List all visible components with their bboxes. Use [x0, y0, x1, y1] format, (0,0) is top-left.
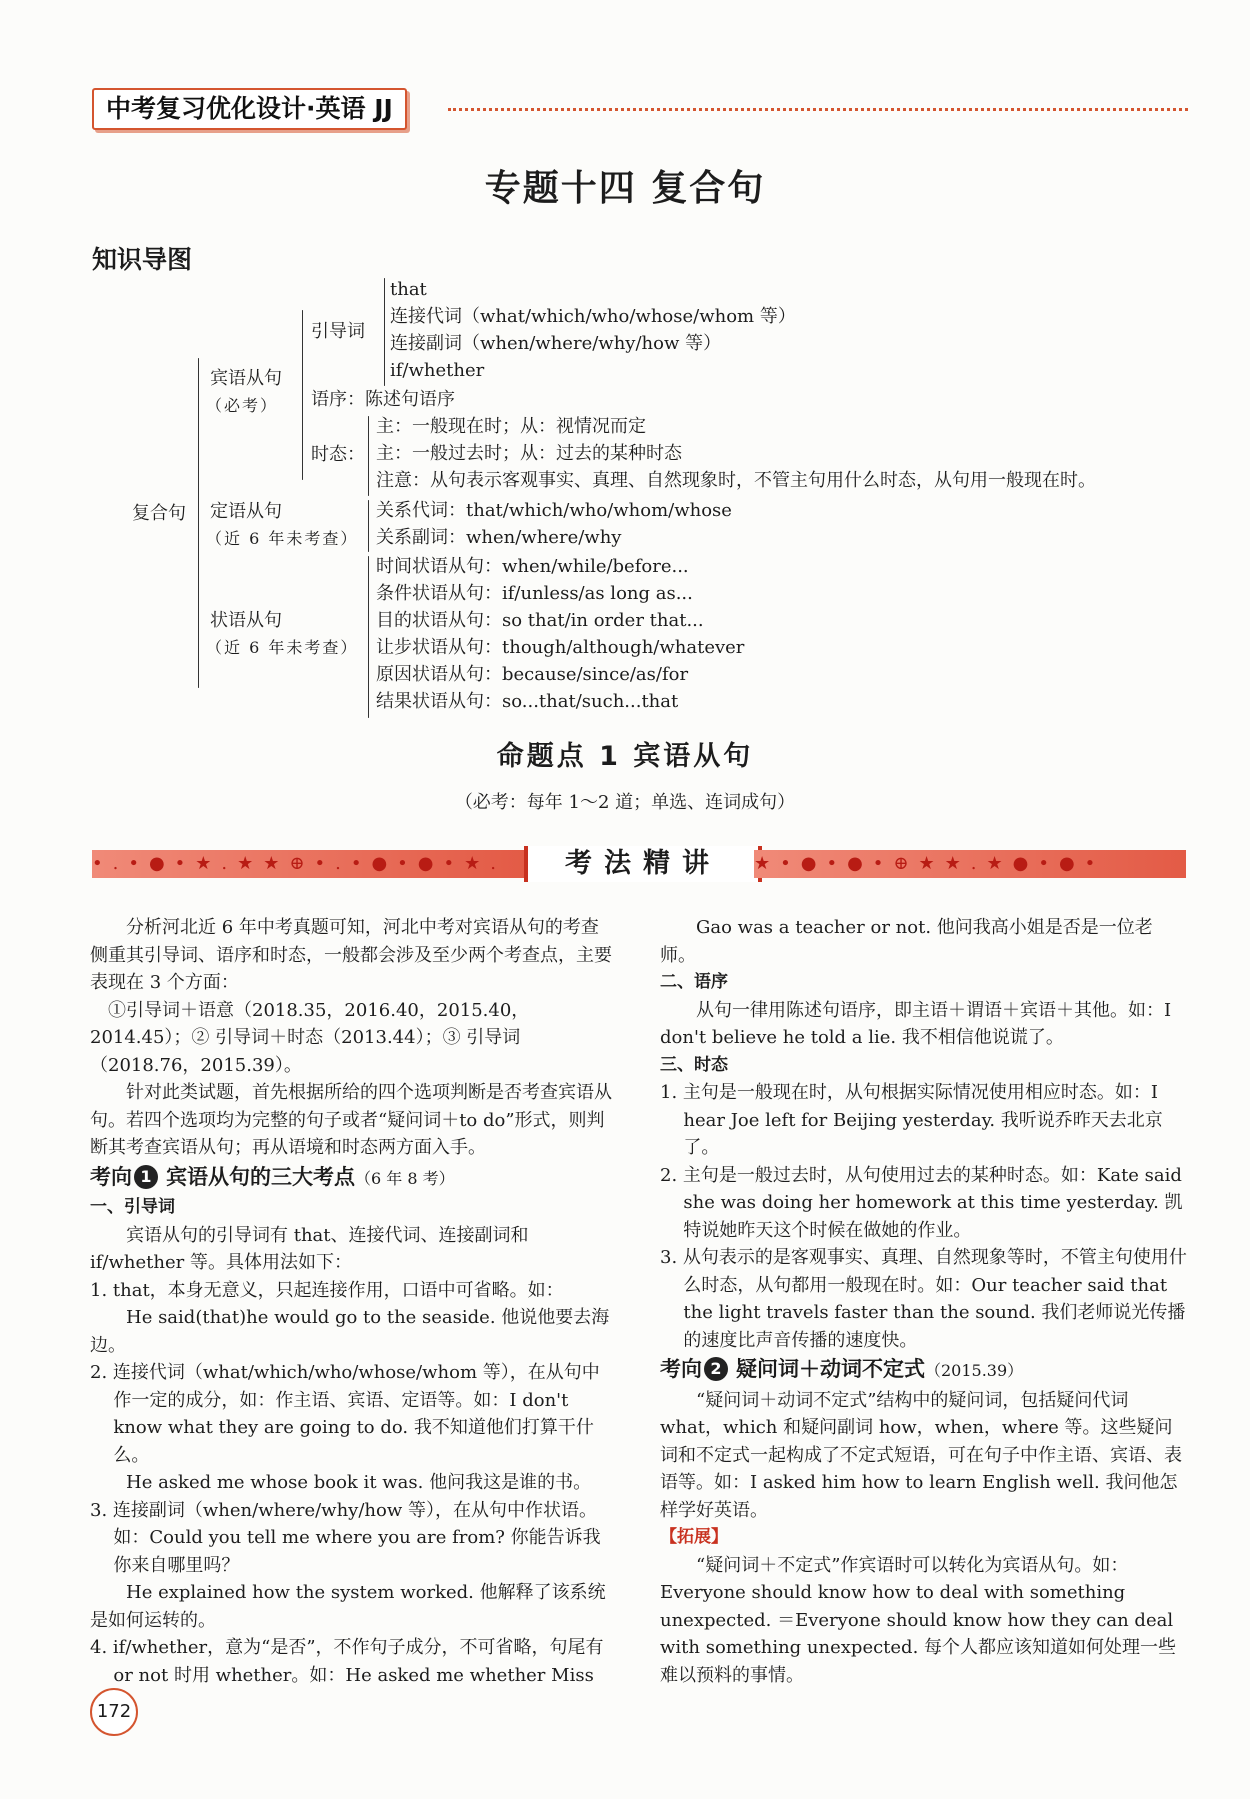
brace-root — [198, 358, 199, 688]
intro-paragraph: 分析河北近 6 年中考真题可知，河北中考对宾语从句的考查侧重其引导词、语序和时态，一般都会涉及至少两个考查点，主要表现在 3 个方面： — [90, 917, 612, 993]
list-item: 3. 连接副词（when/where/why/how 等），在从句中作状语。如：Could you tell me where you are from? 你能告诉我你来自哪里吗？ — [90, 1499, 601, 1576]
band-right-pattern: ★•●•●•⊕★★.★●•●• — [754, 850, 1186, 878]
mindmap-root: 复合句 — [132, 503, 186, 524]
chapter-title: 专题十四 复合句 — [484, 168, 766, 209]
header-dotted-rule — [448, 108, 1188, 111]
mindmap-ding-item: 关系代词：that/which/who/whom/whose — [376, 500, 732, 521]
mindmap-zhuang-item: 让步状语从句：though/although/whatever — [376, 637, 745, 658]
intro-paragraph: 针对此类试题，首先根据所给的四个选项判断是否考查宾语从句。若四个选项均为完整的句子或者“疑问词＋to do”形式，则判断其考查宾语从句；再从语境和时态两方面入手。 — [90, 1082, 612, 1158]
mindmap-ding-sub: （近 6 年未考查） — [206, 529, 359, 548]
example-sentence: He said(that)he would go to the seaside. 他说他要去海边。 — [90, 1307, 610, 1356]
mindmap-zhuang-item: 时间状语从句：when/while/before... — [376, 556, 689, 577]
right-column — [660, 914, 1188, 1689]
mindmap-yindao-item: if/whether — [390, 360, 485, 381]
kaoxiang-number: 1 — [134, 1165, 158, 1189]
kaoxiang-title: 宾语从句的三大考点 — [166, 1164, 355, 1189]
mindmap-ding-label: 定语从句 — [210, 501, 282, 522]
list-item: 1. that，本身无意义，只起连接作用，口语中可省略。如： — [90, 1279, 564, 1301]
mindmap-zhuang-sub: （近 6 年未考查） — [206, 638, 359, 657]
paragraph: “疑问词＋动词不定式”结构中的疑问词，包括疑问代词 what，which 和疑问副词 how，when，where 等。这些疑问词和不定式一起构成了不定式短语，可在句子中作主语、宾语、表语等。如：I asked him how to learn English well. 我问他怎样学好英语。 — [660, 1389, 1182, 1521]
mindmap-zhuang-item: 目的状语从句：so that/in order that... — [376, 610, 704, 631]
kaoxiang-2-heading — [660, 1356, 1188, 1385]
mindmap-shitai-item: 注意：从句表示客观事实、真理、自然现象时，不管主句用什么时态，从句用一般现在时。 — [376, 470, 1096, 491]
intro-paragraph: ①引导词＋语意（2018.35，2016.40，2015.40，2014.45）；② 引导词＋时态（2013.44）；③ 引导词（2018.76，2015.39）。 — [90, 999, 530, 1076]
list-item: 2. 主句是一般过去时，从句使用过去的某种时态。如：Kate said she was doing her homework at this time yesterday. 凯特说她昨天这个时候在做她的作业。 — [660, 1164, 1183, 1241]
paragraph: 从句一律用陈述句语序，即主语＋谓语＋宾语＋其他。如：I don't believe he told a lie. 我不相信他说谎了。 — [660, 999, 1172, 1048]
kaoxiang-title: 疑问词＋动词不定式 — [736, 1357, 925, 1381]
book-title-box: 中考复习优化设计·英语 JJ — [92, 88, 407, 130]
left-column — [90, 914, 616, 1689]
example-sentence: He asked me whose book it was. 他问我这是谁的书。 — [126, 1472, 592, 1493]
mindmap-ding-item: 关系副词：when/where/why — [376, 527, 622, 548]
continued-sentence: Gao was a teacher or not. 他问我高小姐是否是一位老师。 — [660, 917, 1153, 966]
kaoxiang-label: 考向 — [660, 1357, 702, 1381]
mindmap-bin-yindao: 引导词 — [311, 321, 365, 342]
section-title-mindmap: 知识导图 — [92, 245, 193, 274]
paragraph: “疑问词＋不定式”作宾语时可以转化为宾语从句。如：Everyone should know how to deal with something unexpected. ＝Everyone should know how they can deal with something unexpected. 每个人都应该知道如何处理一些难以预料的事情。 — [660, 1554, 1177, 1686]
list-item: 2. 连接代词（what/which/who/whose/whom 等），在从句中作一定的成分，如：作主语、宾语、定语等。如：I don't know what they are going to do. 我不知道他们打算干什么。 — [90, 1362, 600, 1466]
mindmap-bin-yuxu: 语序：陈述句语序 — [311, 389, 455, 410]
kaoxiang-note: （6 年 8 考） — [355, 1168, 455, 1188]
brace-bin — [302, 310, 303, 480]
brace-zhuang — [368, 556, 369, 718]
example-sentence: He explained how the system worked. 他解释了该系统是如何运转的。 — [90, 1582, 606, 1631]
band-title: 考法精讲 — [524, 846, 762, 882]
brace-shitai — [368, 416, 369, 496]
mindmap-yindao-item: 连接代词（what/which/who/whose/whom 等） — [390, 306, 796, 327]
subheading-yuxu: 二、语序 — [660, 972, 728, 992]
kaoxiang-label: 考向 — [90, 1164, 132, 1189]
mindmap-zhuang-item: 条件状语从句：if/unless/as long as... — [376, 583, 693, 604]
band-left-pattern: •.•●•★.★★⊕•.•●•●•★. — [92, 850, 524, 878]
list-item: 1. 主句是一般现在时，从句根据实际情况使用相应时态。如：I hear Joe left for Beijing yesterday. 我听说乔昨天去北京了。 — [660, 1082, 1163, 1158]
mindmap-shitai-item: 主：一般过去时；从：过去的某种时态 — [376, 443, 682, 464]
point-subtitle: （必考：每年 1～2 道；单选、连词成句） — [454, 792, 796, 813]
kaoxiang-number: 2 — [704, 1357, 728, 1381]
mindmap-zhuang-item: 结果状语从句：so...that/such...that — [376, 691, 679, 712]
mindmap-yindao-item: 连接副词（when/where/why/how 等） — [390, 333, 722, 354]
section-band — [92, 846, 1186, 882]
mindmap-bin-shitai: 时态： — [311, 444, 365, 465]
kaoxiang-note: （2015.39） — [925, 1361, 1024, 1380]
subheading-shitai: 三、时态 — [660, 1054, 728, 1075]
mindmap-zhuang-label: 状语从句 — [210, 610, 282, 631]
kaoxiang-1-heading — [90, 1164, 616, 1193]
mindmap-bin-sub: （必考） — [206, 396, 279, 415]
brace-ding — [368, 500, 369, 552]
mindmap-zhuang-item: 原因状语从句：because/since/as/for — [376, 664, 689, 685]
point-title: 命题点 1 宾语从句 — [496, 741, 754, 772]
paragraph: 宾语从句的引导词有 that、连接代词、连接副词和 if/whether 等。具体用法如下： — [90, 1224, 529, 1273]
list-item: 3. 从句表示的是客观事实、真理、自然现象等时，不管主句使用什么时态，从句都用一般现在时。如：Our teacher said that the light travels faster than the sound. 我们老师说光传播的速度比声音传播的速度快。 — [660, 1247, 1187, 1351]
tuozhan-label: 【拓展】 — [660, 1527, 728, 1547]
brace-yindao — [384, 278, 385, 386]
page-number: 172 — [90, 1688, 138, 1736]
subheading-yindao: 一、引导词 — [90, 1197, 175, 1217]
mindmap-bin-label: 宾语从句 — [210, 368, 282, 389]
mindmap-yindao-item: that — [390, 279, 427, 300]
mindmap-shitai-item: 主：一般现在时；从：视情况而定 — [376, 416, 646, 437]
list-item: 4. if/whether，意为“是否”，不作句子成分，不可省略，句尾有 or not 时用 whether。如：He asked me whether Miss — [90, 1637, 604, 1686]
